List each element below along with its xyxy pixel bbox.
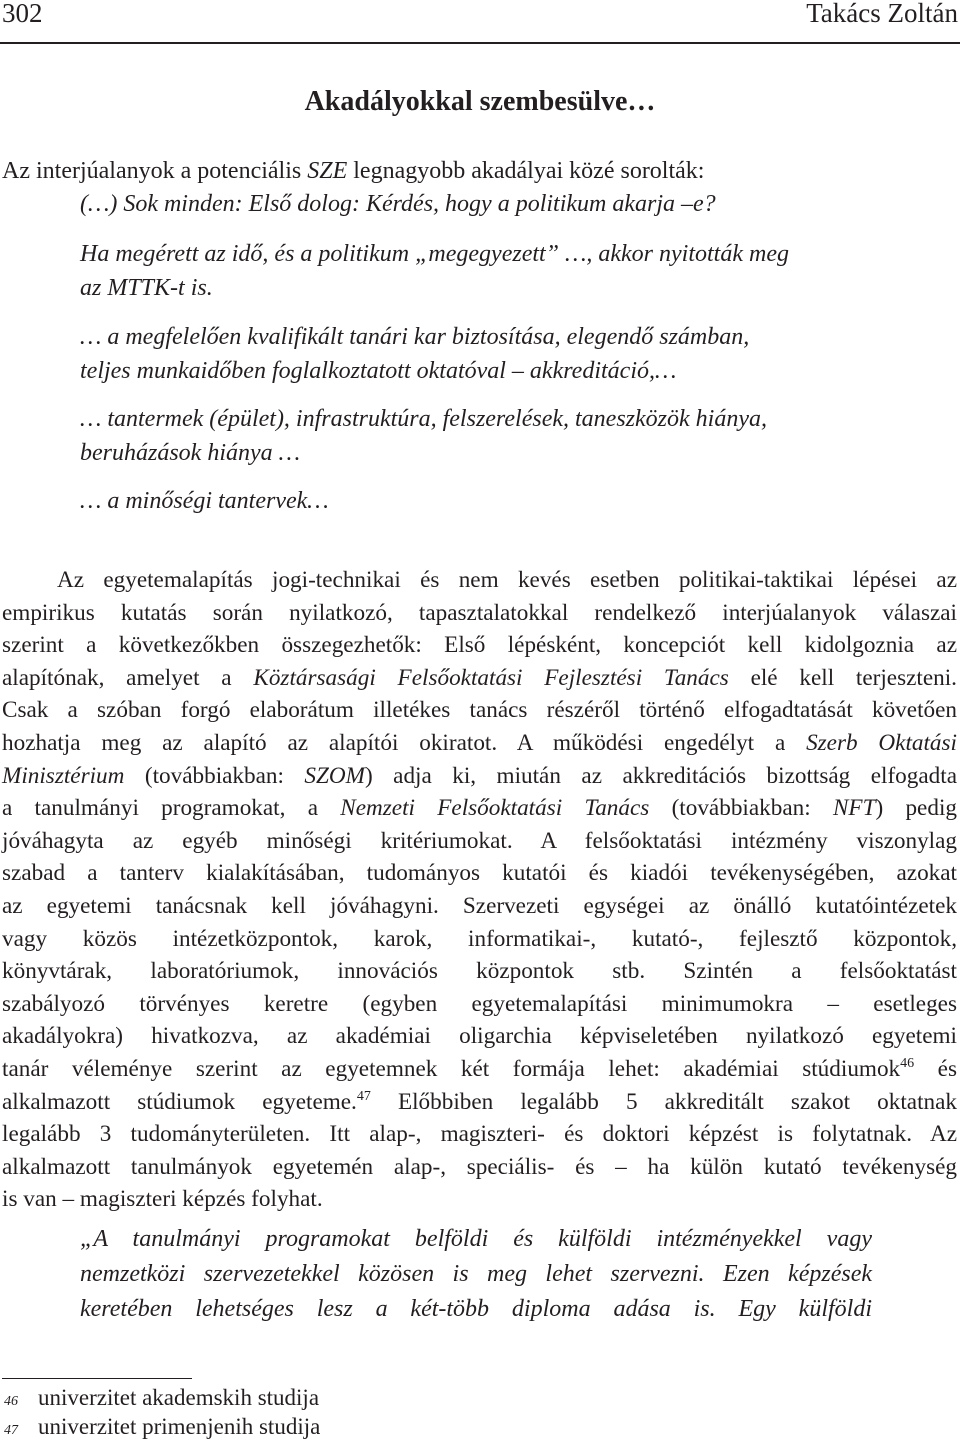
- intro-rest: legnagyobb akadályai közé sorolták:: [347, 158, 705, 184]
- body-line: alkalmazott tanulmányok egyetemén alap-, speciális- és – ha külön kutató tevékenység: [2, 1153, 957, 1180]
- body-line: alapítónak, amelyet a Köztársasági Felsőoktatási Fejlesztési Tanács elé kell terjeszteni.: [2, 664, 957, 691]
- body-line: is van – magiszteri képzés folyhat.: [2, 1186, 323, 1213]
- body-line: szabályozó törvényes keretre (egyben egyetemalapítási minimumokra – esetleges: [2, 990, 957, 1017]
- body-line: a tanulmányi programokat, a Nemzeti Felsőoktatási Tanács (továbbiakban: NFT) pedig: [2, 795, 957, 822]
- section-title: Akadályokkal szembesülve…: [304, 86, 656, 117]
- body-line: vagy közös intézetközpontok, karok, informatikai-, kutató-, fejlesztő központok,: [2, 925, 957, 952]
- quote-line: Ha megérett az idő, és a politikum „megegyezett” …, akkor nyitották meg: [80, 241, 789, 267]
- quote-line: nemzetközi szervezetekkel közösen is meg lehet szervezni. Ezen képzések: [80, 1261, 872, 1287]
- footnote-number: 47: [4, 1423, 18, 1438]
- quote-line: teljes munkaidőben foglalkoztatott oktatóval – akkreditáció,…: [80, 358, 677, 384]
- quote-line: „A tanulmányi programokat belföldi és külföldi intézményekkel vagy: [80, 1226, 872, 1252]
- running-head-author: Takács Zoltán: [806, 0, 958, 28]
- interview-quote-2: [80, 237, 950, 305]
- footnote-divider: [2, 1378, 192, 1379]
- footnote-ref-46[interactable]: 46: [900, 1055, 915, 1071]
- body-line: szabad a tanterv kialakításában, tudományos kutatói és kiadói tevékenységében, azokat: [2, 860, 957, 887]
- body-line: Minisztérium (továbbiakban: SZOM) adja ki, miután az akkreditációs bizottság elfogadta: [2, 762, 957, 789]
- body-line: könyvtárak, laboratóriumok, innovációs központok stb. Szintén a felsőoktatást: [2, 958, 957, 985]
- footnote-text: univerzitet primenjenih studija: [38, 1414, 321, 1439]
- body-line: hozhatja meg az alapító az alapítói okiratot. A működési engedélyt a Szerb Oktatási: [2, 729, 957, 756]
- quote-line: … tantermek (épület), infrastruktúra, felszerelések, taneszközök hiánya,: [80, 406, 767, 432]
- quote-line: … a megfelelően kvalifikált tanári kar biztosítása, elegendő számban,: [80, 324, 750, 350]
- footnote-number: 46: [4, 1394, 18, 1409]
- quote-line: keretében lehetséges lesz a két-több diploma adása is. Egy külföldi: [80, 1296, 872, 1322]
- running-head: [0, 0, 960, 44]
- body-line: akadályokra) hivatkozva, az akadémiai oligarchia képviseletében nyilatkozó egyetemi: [2, 1023, 957, 1050]
- term-nft: Nemzeti Felsőoktatási Tanács: [340, 795, 650, 822]
- intro-lead: Az interjúalanyok a potenciális: [2, 158, 308, 184]
- footnote-47: [4, 1413, 320, 1445]
- body-line: jóváhagyta az egyéb minőségi kritériumokat. A felsőoktatási intézmény viszonylag: [2, 827, 957, 854]
- interview-quote-4: [80, 402, 950, 470]
- body-line: empirikus kutatás során nyilatkozó, tapasztalatokkal rendelkező interjúalanyok válaszai: [2, 599, 957, 626]
- body-line: az egyetemi tanácsnak kell jóváhagyni. Szervezeti egységei az önálló kutatóintézetek: [2, 892, 957, 919]
- footnote-text: univerzitet akademskih studija: [38, 1385, 320, 1410]
- body-paragraph: [2, 564, 957, 1216]
- body-line: legalább 3 tudományterületen. Itt alap-, magiszteri- és doktori képzést is folytatnak. Az: [2, 1121, 957, 1148]
- interview-quote-5: [80, 484, 950, 518]
- term-szom: Szerb Oktatási: [806, 729, 957, 756]
- body-line: tanár véleménye szerint az egyetemnek két formája lehet: akadémiai stúdiumok$^{46}$ és: [2, 1055, 957, 1082]
- body-line: Csak a szóban forgó elaborátum illetékes tanács részéről történő elfogadtatását követően: [2, 697, 957, 724]
- interview-quote-3: [80, 320, 950, 388]
- closing-quote: [80, 1222, 872, 1327]
- footnote-ref-47[interactable]: 47: [356, 1088, 371, 1104]
- interview-quote-1: [80, 187, 950, 221]
- intro-sentence: [2, 155, 952, 187]
- body-line: alkalmazott stúdiumok egyeteme.$^{47}$ Előbbiben legalább 5 akkreditált szakot oktatnak: [2, 1088, 957, 1115]
- term-kfft: Köztársasági Felsőoktatási Fejlesztési Tanács: [253, 664, 729, 691]
- quote-line: az MTTK-t is.: [80, 275, 213, 301]
- body-line: szerint a következőkben összegezhetők: Első lépésként, koncepciót kell kidolgoznia az: [2, 632, 957, 659]
- body-line: Az egyetemalapítás jogi-technikai és nem kevés esetben politikai-taktikai lépései az: [57, 567, 957, 593]
- footnote-46: [4, 1384, 319, 1416]
- quote-line: … a minőségi tantervek…: [80, 488, 329, 514]
- intro-sze: SZE: [307, 158, 348, 184]
- quote-line: (…) Sok minden: Első dolog: Kérdés, hogy a politikum akarja –e?: [80, 191, 716, 217]
- page-number: 302: [2, 0, 43, 28]
- quote-line: beruházások hiánya …: [80, 440, 300, 466]
